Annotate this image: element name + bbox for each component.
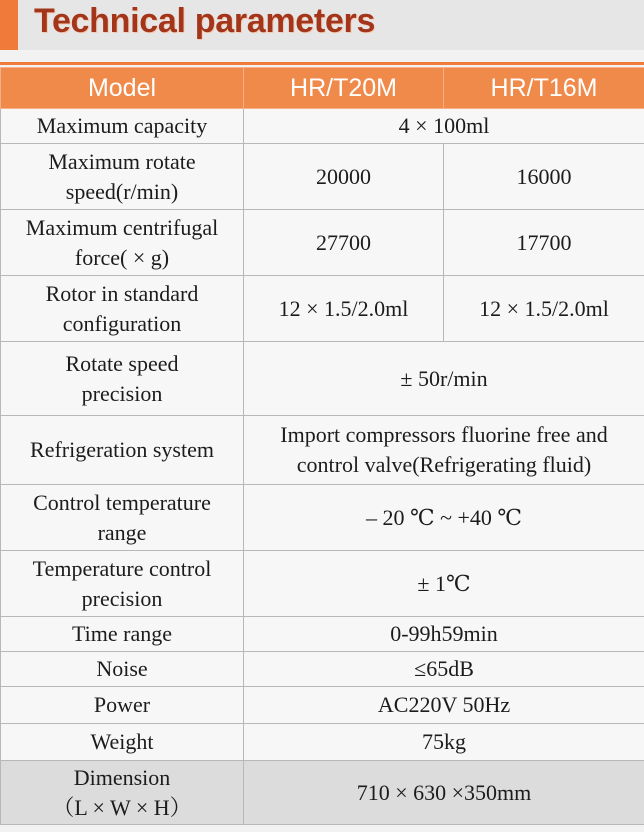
row-value: ± 1℃ xyxy=(244,551,644,617)
title-accent-bar xyxy=(0,0,18,50)
row-value: 12 × 1.5/2.0ml xyxy=(444,276,644,342)
table-row xyxy=(1,724,644,761)
row-value-line: Import compressors fluorine free and xyxy=(280,422,608,447)
header-model-2: HR/T16M xyxy=(444,68,644,109)
row-value: AC220V 50Hz xyxy=(244,687,644,724)
row-label xyxy=(1,276,244,342)
row-label-line: range xyxy=(97,519,147,545)
row-label-line: （L × W × H） xyxy=(52,794,192,820)
row-label xyxy=(1,144,244,210)
table-row xyxy=(1,109,644,144)
title-bar xyxy=(0,0,644,50)
row-label: Refrigeration system xyxy=(1,416,244,485)
row-label-line: Dimension xyxy=(73,764,171,790)
header-model: Model xyxy=(1,68,244,109)
row-label: Noise xyxy=(1,652,244,687)
row-label-line: configuration xyxy=(62,310,182,336)
row-label xyxy=(1,342,244,416)
row-value: 0-99h59min xyxy=(244,617,644,652)
row-value-line: control valve(Refrigerating fluid) xyxy=(296,452,592,477)
table-row xyxy=(1,761,644,825)
table-header-row xyxy=(1,68,644,109)
row-label-line: speed(r/min) xyxy=(65,178,179,204)
divider xyxy=(0,62,644,65)
row-label-line: Rotate speed xyxy=(65,350,179,376)
row-label-line: Maximum rotate xyxy=(48,148,196,174)
page-title: Technical parameters xyxy=(34,2,376,40)
row-label-line: precision xyxy=(81,585,163,611)
row-label: Time range xyxy=(1,617,244,652)
row-value: ± 50r/min xyxy=(244,342,644,416)
row-label xyxy=(1,761,244,825)
row-value: 12 × 1.5/2.0ml xyxy=(244,276,444,342)
table-row xyxy=(1,276,644,342)
table-row xyxy=(1,617,644,652)
row-label xyxy=(1,485,244,551)
row-value: 20000 xyxy=(244,144,444,210)
row-label-line: Rotor in standard xyxy=(45,280,199,306)
row-label-line: force( × g) xyxy=(74,244,170,270)
table-row xyxy=(1,416,644,485)
row-label-line: Temperature control xyxy=(32,555,212,581)
row-label: Power xyxy=(1,687,244,724)
row-label-line: Maximum centrifugal xyxy=(25,214,219,240)
table-row xyxy=(1,342,644,416)
row-value: 4 × 100ml xyxy=(244,109,644,144)
header-model-1: HR/T20M xyxy=(244,68,444,109)
row-label-line: Control temperature xyxy=(33,489,211,515)
row-label: Maximum capacity xyxy=(1,109,244,144)
table-row xyxy=(1,687,644,724)
table-row xyxy=(1,210,644,276)
table-row xyxy=(1,144,644,210)
row-value: 27700 xyxy=(244,210,444,276)
row-label xyxy=(1,551,244,617)
row-value: 710 × 630 ×350mm xyxy=(244,761,644,825)
row-label: Weight xyxy=(1,724,244,761)
row-value: 75kg xyxy=(244,724,644,761)
row-value: 16000 xyxy=(444,144,644,210)
table-row xyxy=(1,652,644,687)
spec-table xyxy=(0,67,644,825)
table-row xyxy=(1,551,644,617)
row-value: – 20 ℃ ~ +40 ℃ xyxy=(244,485,644,551)
row-value: ≤65dB xyxy=(244,652,644,687)
table-row xyxy=(1,485,644,551)
row-label xyxy=(1,210,244,276)
row-value xyxy=(244,416,644,485)
row-value: 17700 xyxy=(444,210,644,276)
row-label-line: precision xyxy=(81,380,163,406)
